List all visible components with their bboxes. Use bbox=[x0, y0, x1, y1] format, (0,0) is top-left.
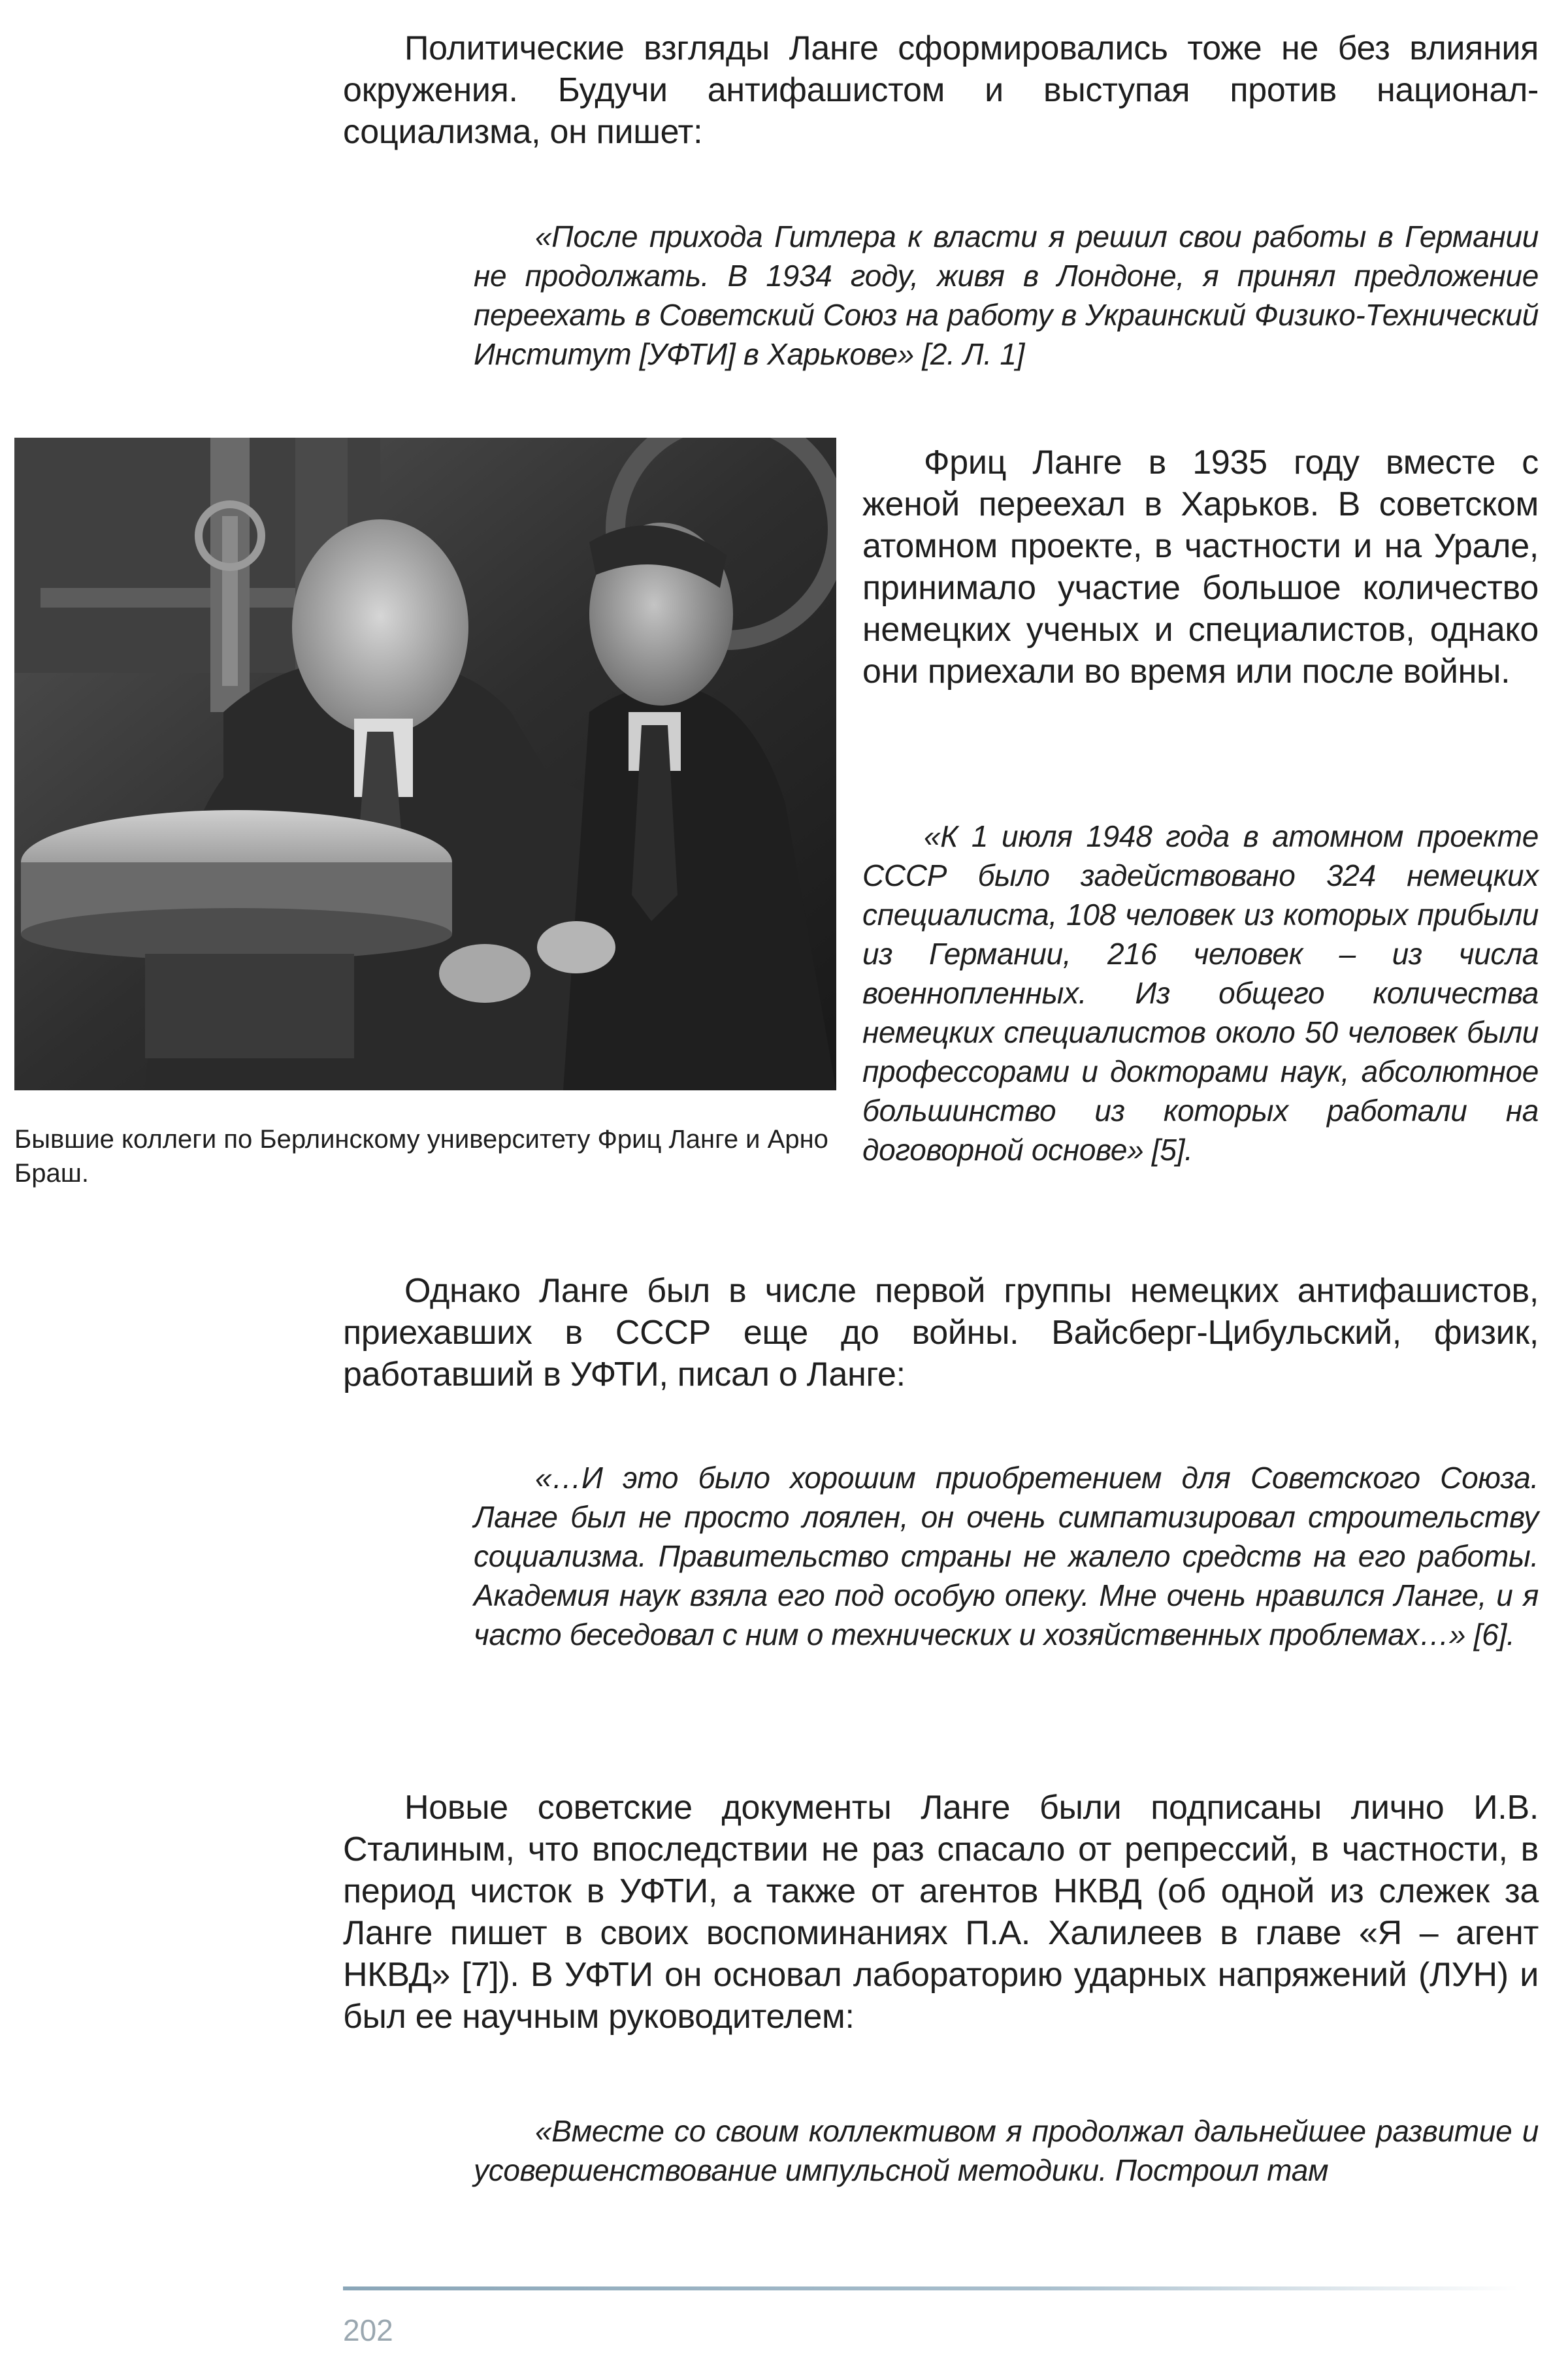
paragraph-political-views: Политические взгляды Ланге сформировались тоже не без влияния окружения. Будучи антифашистом и выступая против национал-социализма, он пишет: bbox=[343, 29, 1539, 151]
photo-caption: Бывшие коллеги по Берлинскому университету Фриц Ланге и Арно Браш. bbox=[14, 1125, 828, 1188]
quote-weisberg: «…И это было хорошим приобретением для Советского Союза. Ланге был не просто лоялен, он очень симпатизировал строительству социализма. Правительство страны не жалело средств на его работы. Академия наук взяла его под особую опеку. Мне очень нравился Ланге, и я часто беседовал с ним о технических и хозяйственных проблемах…» [6]. bbox=[474, 1461, 1539, 1651]
quote-lange-move: «После прихода Гитлера к власти я решил свои работы в Германии не продолжать. В 1934 году, живя в Лондоне, я принял предложение переехать в Советский Союз на работу в Украинский Физико-Технический Институт [УФТИ] в Харькове» [2. Л. 1] bbox=[474, 220, 1539, 371]
paragraph-move-kharkov: Фриц Ланге в 1935 году вместе с женой переехал в Харьков. В советском атомном проекте, в частности и на Урале, принимало участие большое количество немецких ученых и специалистов, однако они приехали во время или после войны. bbox=[862, 444, 1539, 691]
paragraph-antifascists: Однако Ланге был в числе первой группы немецких антифашистов, приехавших в СССР еще до войны. Вайсберг-Цибульский, физик, работавший в УФТИ, писал о Ланге: bbox=[343, 1272, 1539, 1393]
footer-divider bbox=[343, 2286, 1519, 2290]
page-number: 202 bbox=[343, 2313, 393, 2347]
paragraph-soviet-documents: Новые советские документы Ланге были подписаны лично И.В. Сталиным, что впоследствии не раз спасало от репрессий, в частности, в период чисток в УФТИ, а также от агентов НКВД (об одной из слежек за Ланге пишет в своих воспоминаниях П.А. Халилеев в главе «Я – агент НКВД» [7]). В УФТИ он основал лабораторию ударных напряжений (ЛУН) и был ее научным руководителем: bbox=[343, 1789, 1539, 2036]
quote-impulse-method: «Вместе со своим коллективом я продолжал дальнейшее развитие и усовершенствование импульсной методики. Построил там bbox=[474, 2114, 1539, 2187]
quote-german-specialists: «К 1 июля 1948 года в атомном проекте СССР было задействовано 324 немецких специалиста, 108 человек из которых прибыли из Германии, 216 человек – из числа военнопленных. Из общего количества немецких специалистов около 50 человек были профессорами и докторами наук, абсолютное большинство из которых работали на договорной основе» [5]. bbox=[862, 819, 1539, 1167]
historical-photo bbox=[14, 438, 836, 1090]
